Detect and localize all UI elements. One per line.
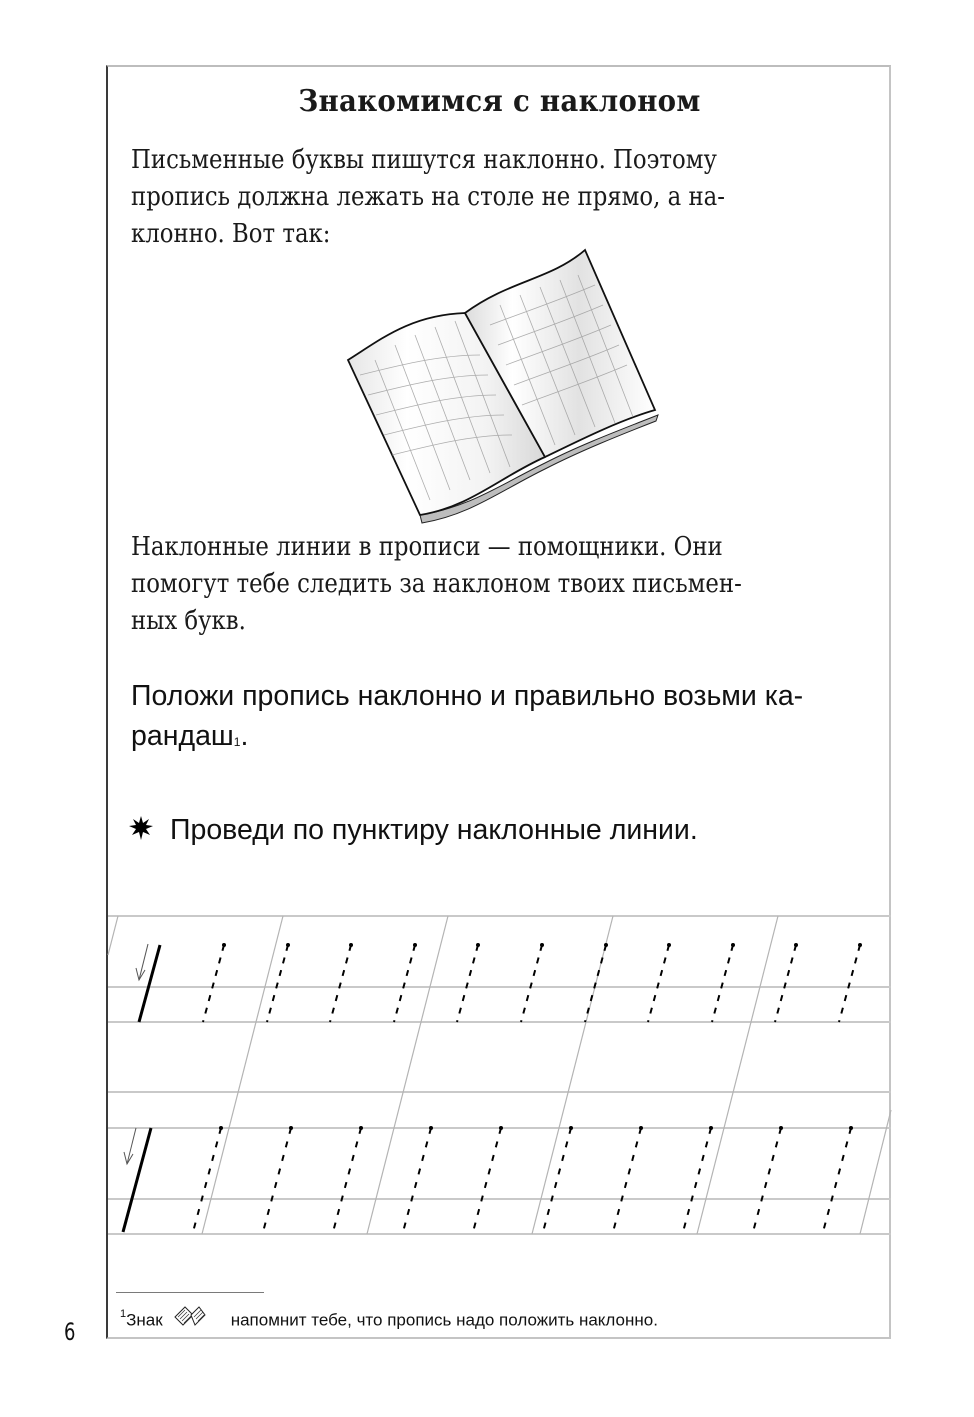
footnote-reference[interactable]: 1 xyxy=(233,735,241,749)
intro-line-1: Письменные буквы пишутся наклонно. Поэтому xyxy=(131,144,717,175)
footnote-text: напомнит тебе, что пропись надо положить наклонно. xyxy=(230,1310,658,1330)
page-number: 6 xyxy=(64,1318,76,1346)
intro-paragraph xyxy=(131,141,785,252)
footnote-divider xyxy=(116,1292,264,1293)
helpers-line-1: Наклонные линии в прописи — помощники. Они xyxy=(131,531,723,562)
intro-line-3: клонно. Вот так: xyxy=(131,218,331,249)
page-title: Знакомимся с наклоном xyxy=(298,84,701,119)
footnote-word: Знак xyxy=(126,1310,163,1330)
footnote-mark: 1 xyxy=(120,1308,127,1320)
helpers-paragraph xyxy=(131,528,785,639)
helpers-line-3: ных букв. xyxy=(131,605,246,636)
open-book-icon xyxy=(173,1305,207,1329)
instruction-line-2: рандаш$^1$. xyxy=(131,720,249,752)
open-notebook-illustration xyxy=(330,245,660,530)
task-text: Проведи по пунктиру наклонные линии. xyxy=(170,814,698,846)
intro-line-2: пропись должна лежать на столе не прямо, а на- xyxy=(131,181,725,212)
footnote xyxy=(120,1309,658,1333)
instruction-line-1: Положи пропись наклонно и правильно возьми ка- xyxy=(131,680,804,712)
helpers-line-2: помогут тебе следить за наклоном твоих письмен- xyxy=(131,568,742,599)
task-instruction xyxy=(128,814,698,847)
instruction-paragraph xyxy=(131,676,891,756)
star-icon xyxy=(128,815,154,841)
